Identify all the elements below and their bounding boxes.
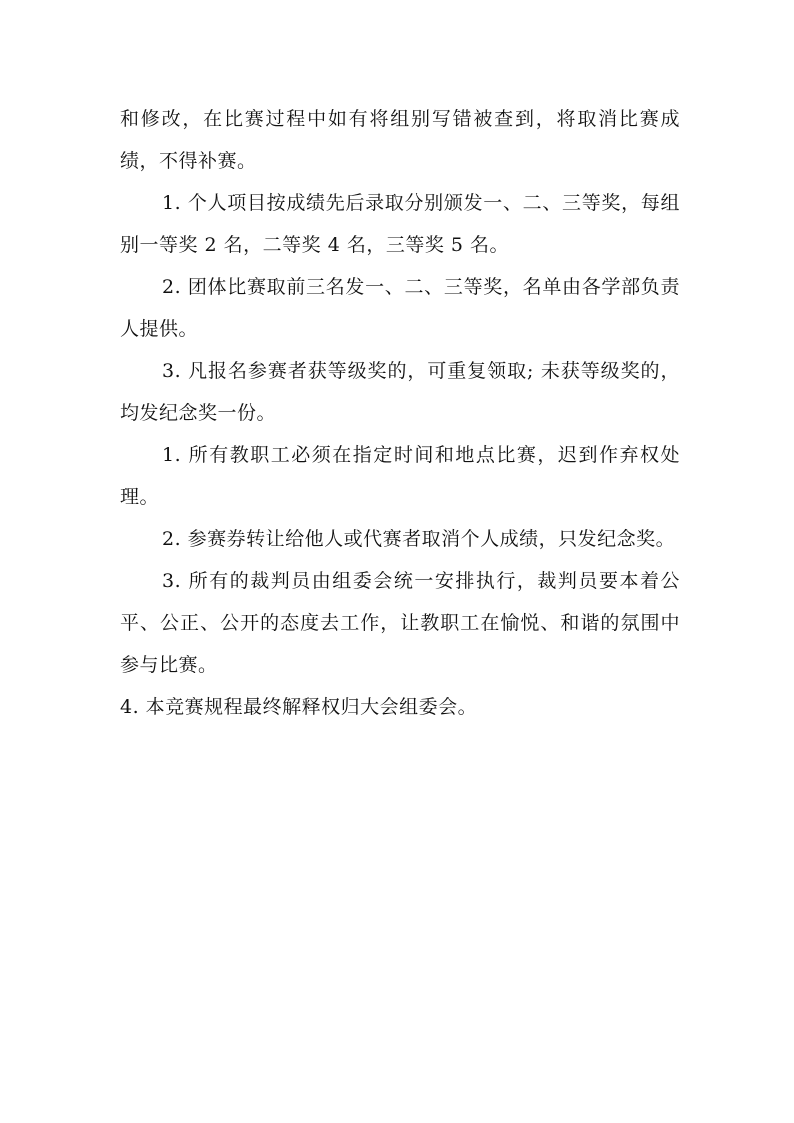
paragraph-award-repeat: 3. 凡报名参赛者获等级奖的，可重复领取; 未获等级奖的，均发纪念奖一份。 bbox=[120, 360, 680, 424]
paragraph-rule-transfer: 2. 参赛券转让给他人或代赛者取消个人成绩，只发纪念奖。 bbox=[162, 528, 676, 550]
paragraph-continuation: 和修改，在比赛过程中如有将组别写错被查到，将取消比赛成绩，不得补赛。 bbox=[120, 108, 680, 172]
paragraph-award-individual: 1. 个人项目按成绩先后录取分别颁发一、二、三等奖，每组别一等奖 2 名，二等奖 4 名，三等奖 5 名。 bbox=[120, 192, 680, 256]
paragraph-interpretation: 4. 本竞赛规程最终解释权归大会组委会。 bbox=[120, 696, 478, 718]
paragraph-rule-attendance: 1. 所有教职工必须在指定时间和地点比赛，迟到作弃权处理。 bbox=[120, 444, 680, 508]
paragraph-rule-referee: 3. 所有的裁判员由组委会统一安排执行，裁判员要本着公平、公正、公开的态度去工作，让教职工在愉悦、和谐的氛围中参与比赛。 bbox=[120, 570, 680, 676]
document-body bbox=[120, 98, 680, 728]
paragraph-award-team: 2. 团体比赛取前三名发一、二、三等奖，名单由各学部负责人提供。 bbox=[120, 276, 680, 340]
